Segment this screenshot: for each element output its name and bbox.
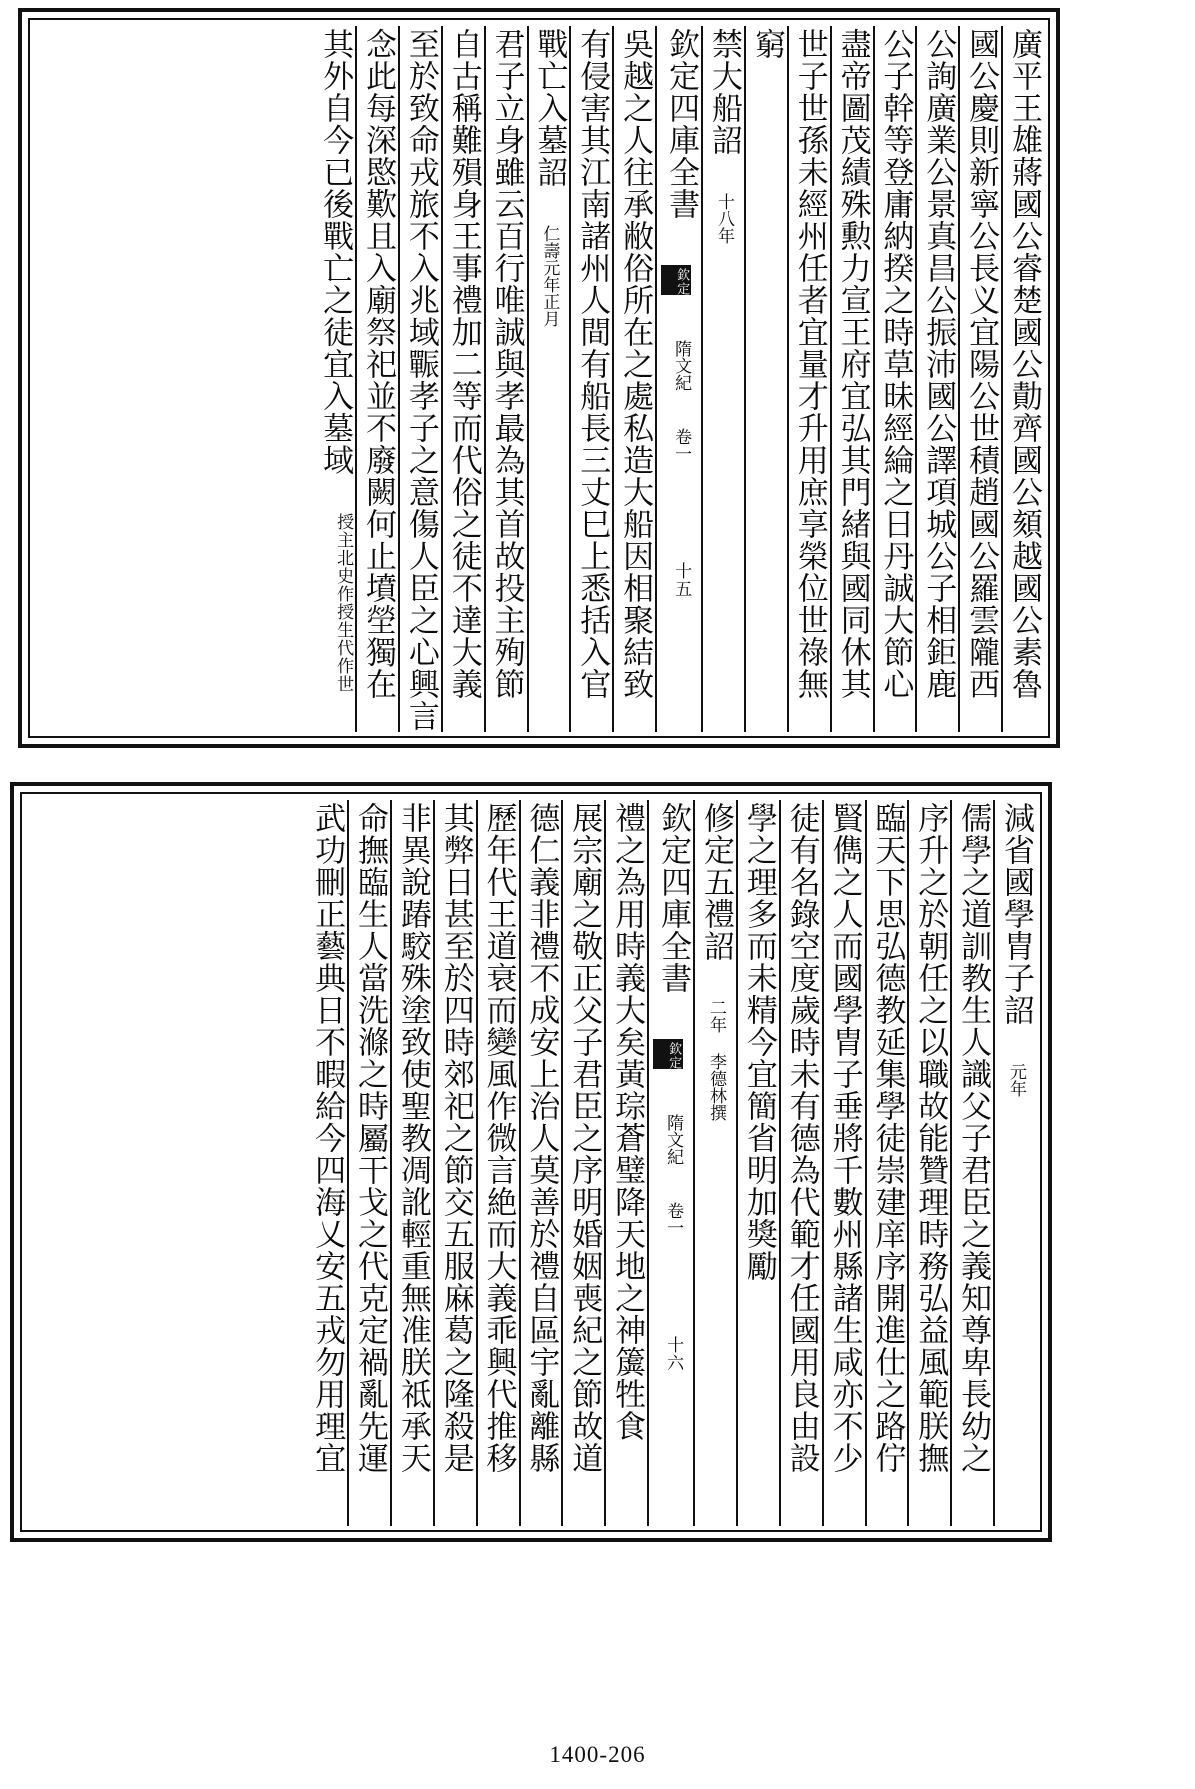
series-title: 欽定四庫全書 — [663, 28, 700, 220]
edict-title: 戰亡入墓詔 — [531, 28, 568, 188]
series-title: 欽定四庫全書 — [655, 802, 692, 994]
text-column: 命撫臨生人當洗滌之時屬干戈之代克定禍亂先運 — [347, 800, 390, 1526]
edict-year-author-note: 二年 李德林撰 — [705, 999, 726, 1121]
text-column: 歷年代王道衰而變風作微言絶而大義乖興代推移 — [476, 800, 519, 1526]
leaf-top-columns — [30, 20, 1048, 736]
leaf-bottom-inner-border — [20, 792, 1042, 1532]
juan-label: 卷一 — [671, 428, 692, 462]
juan-label: 卷一 — [663, 1202, 684, 1236]
edict-title-column — [693, 800, 736, 1526]
edict-title: 減省國學胄子詔 — [998, 802, 1034, 1026]
leaf-bottom-columns — [22, 794, 1040, 1530]
text-column: 廣平王雄蔣國公睿楚國公勣齊國公頦越國公素魯 — [1001, 26, 1044, 732]
text-column: 公子幹等登庸納揆之時草昧經綸之日丹誠大節心 — [873, 26, 916, 732]
series-title-column — [647, 800, 693, 1526]
series-title-column — [655, 26, 701, 732]
text-column: 儒學之道訓教生人識父子君臣之義知尊卑長幼之 — [950, 800, 993, 1526]
text-column: 展宗廟之敬正父子君臣之序明婚姻喪紀之節故道 — [561, 800, 604, 1526]
text-column: 念此每深愍歎且入廟祭祀並不廢闕何止墳塋獨在 — [355, 26, 398, 732]
scanned-leaf-bottom — [10, 782, 1052, 1542]
text-column: 徒有名錄空度歲時未有德為代範才任國用良由設 — [779, 800, 822, 1526]
folio-number: 十五 — [671, 562, 692, 598]
text-column-with-annotation — [313, 26, 355, 732]
seal-icon: 欽定 — [653, 1039, 683, 1069]
text-column: 德仁義非禮不成安上治人莫善於禮自區宇亂離縣 — [519, 800, 562, 1526]
edict-title-column — [701, 26, 744, 732]
text-column: 非異說踳駮殊塗致使聖教凋訛輕重無准朕祗承天 — [390, 800, 433, 1526]
edict-title: 修定五禮詔 — [697, 802, 734, 962]
text-column: 臨天下思弘德教延集學徒崇建庠序開進仕之路佇 — [865, 800, 908, 1526]
text-column: 至於致命戎旅不入兆域辴孝子之意傷人臣之心興言 — [398, 26, 441, 732]
text-column-short: 窮 — [744, 26, 787, 732]
text-column: 君子立身雖云百行唯誠與孝最為其首故投主殉節 — [484, 26, 527, 732]
edict-year-note: 十八年 — [713, 193, 734, 244]
edict-title-column — [993, 800, 1036, 1526]
section-label: 隋文紀 — [671, 340, 692, 391]
edict-title-column — [527, 26, 570, 732]
text-column: 其外自今已後戰亡之徒宜入墓域 — [317, 28, 354, 476]
text-column: 公詢廣業公景真昌公振沛國公譯項城公子相鉅鹿 — [915, 26, 958, 732]
section-label: 隋文紀 — [663, 1114, 684, 1165]
text-column: 學之理多而未精今宜簡省明加獎勵 — [736, 800, 779, 1526]
text-column: 盡帝圖茂績殊勲力宣王府宜弘其門緒與國同休其 — [830, 26, 873, 732]
text-column: 國公慶則新寧公長义宜陽公世積趙國公羅雲隴西 — [958, 26, 1001, 732]
text-column: 賢儁之人而國學胄子垂將千數州縣諸生咸亦不少 — [822, 800, 865, 1526]
edict-title: 禁大船詔 — [705, 28, 742, 156]
text-column: 自古稱難殞身王事禮加二等而代俗之徒不達大義 — [441, 26, 484, 732]
text-column: 武功刪正藝典日不暇給今四海乂安五戎勿用理宜 — [309, 802, 346, 1474]
text-column: 有侵害其江南諸州人間有船長三丈巳上悉括入官 — [569, 26, 612, 732]
edict-year-note: 仁壽元年正月 — [539, 225, 560, 327]
text-column: 禮之為用時義大矣黃琮蒼璧降天地之神簴牲食 — [604, 800, 647, 1526]
text-column: 其弊日甚至於四時郊祀之節交五服麻葛之隆殺是 — [433, 800, 476, 1526]
text-column: 序升之於朝任之以職故能贊理時務弘益風範朕撫 — [907, 800, 950, 1526]
edict-year-note: 元年 — [1006, 1063, 1026, 1097]
scanned-leaf-top — [18, 8, 1060, 748]
text-column: 吳越之人往承敝俗所在之處私造大船因相聚結致 — [612, 26, 655, 732]
seal-icon: 欽定 — [661, 265, 691, 295]
leaf-top-inner-border — [28, 18, 1050, 738]
text-column: 世子世孫未經州任者宜量才升用庶享榮位世祿無 — [787, 26, 830, 732]
interlinear-annotation: 授主北史作授生代作世 — [333, 513, 354, 693]
page-number: 1400-206 — [549, 1742, 646, 1767]
folio-number: 十六 — [663, 1336, 684, 1372]
